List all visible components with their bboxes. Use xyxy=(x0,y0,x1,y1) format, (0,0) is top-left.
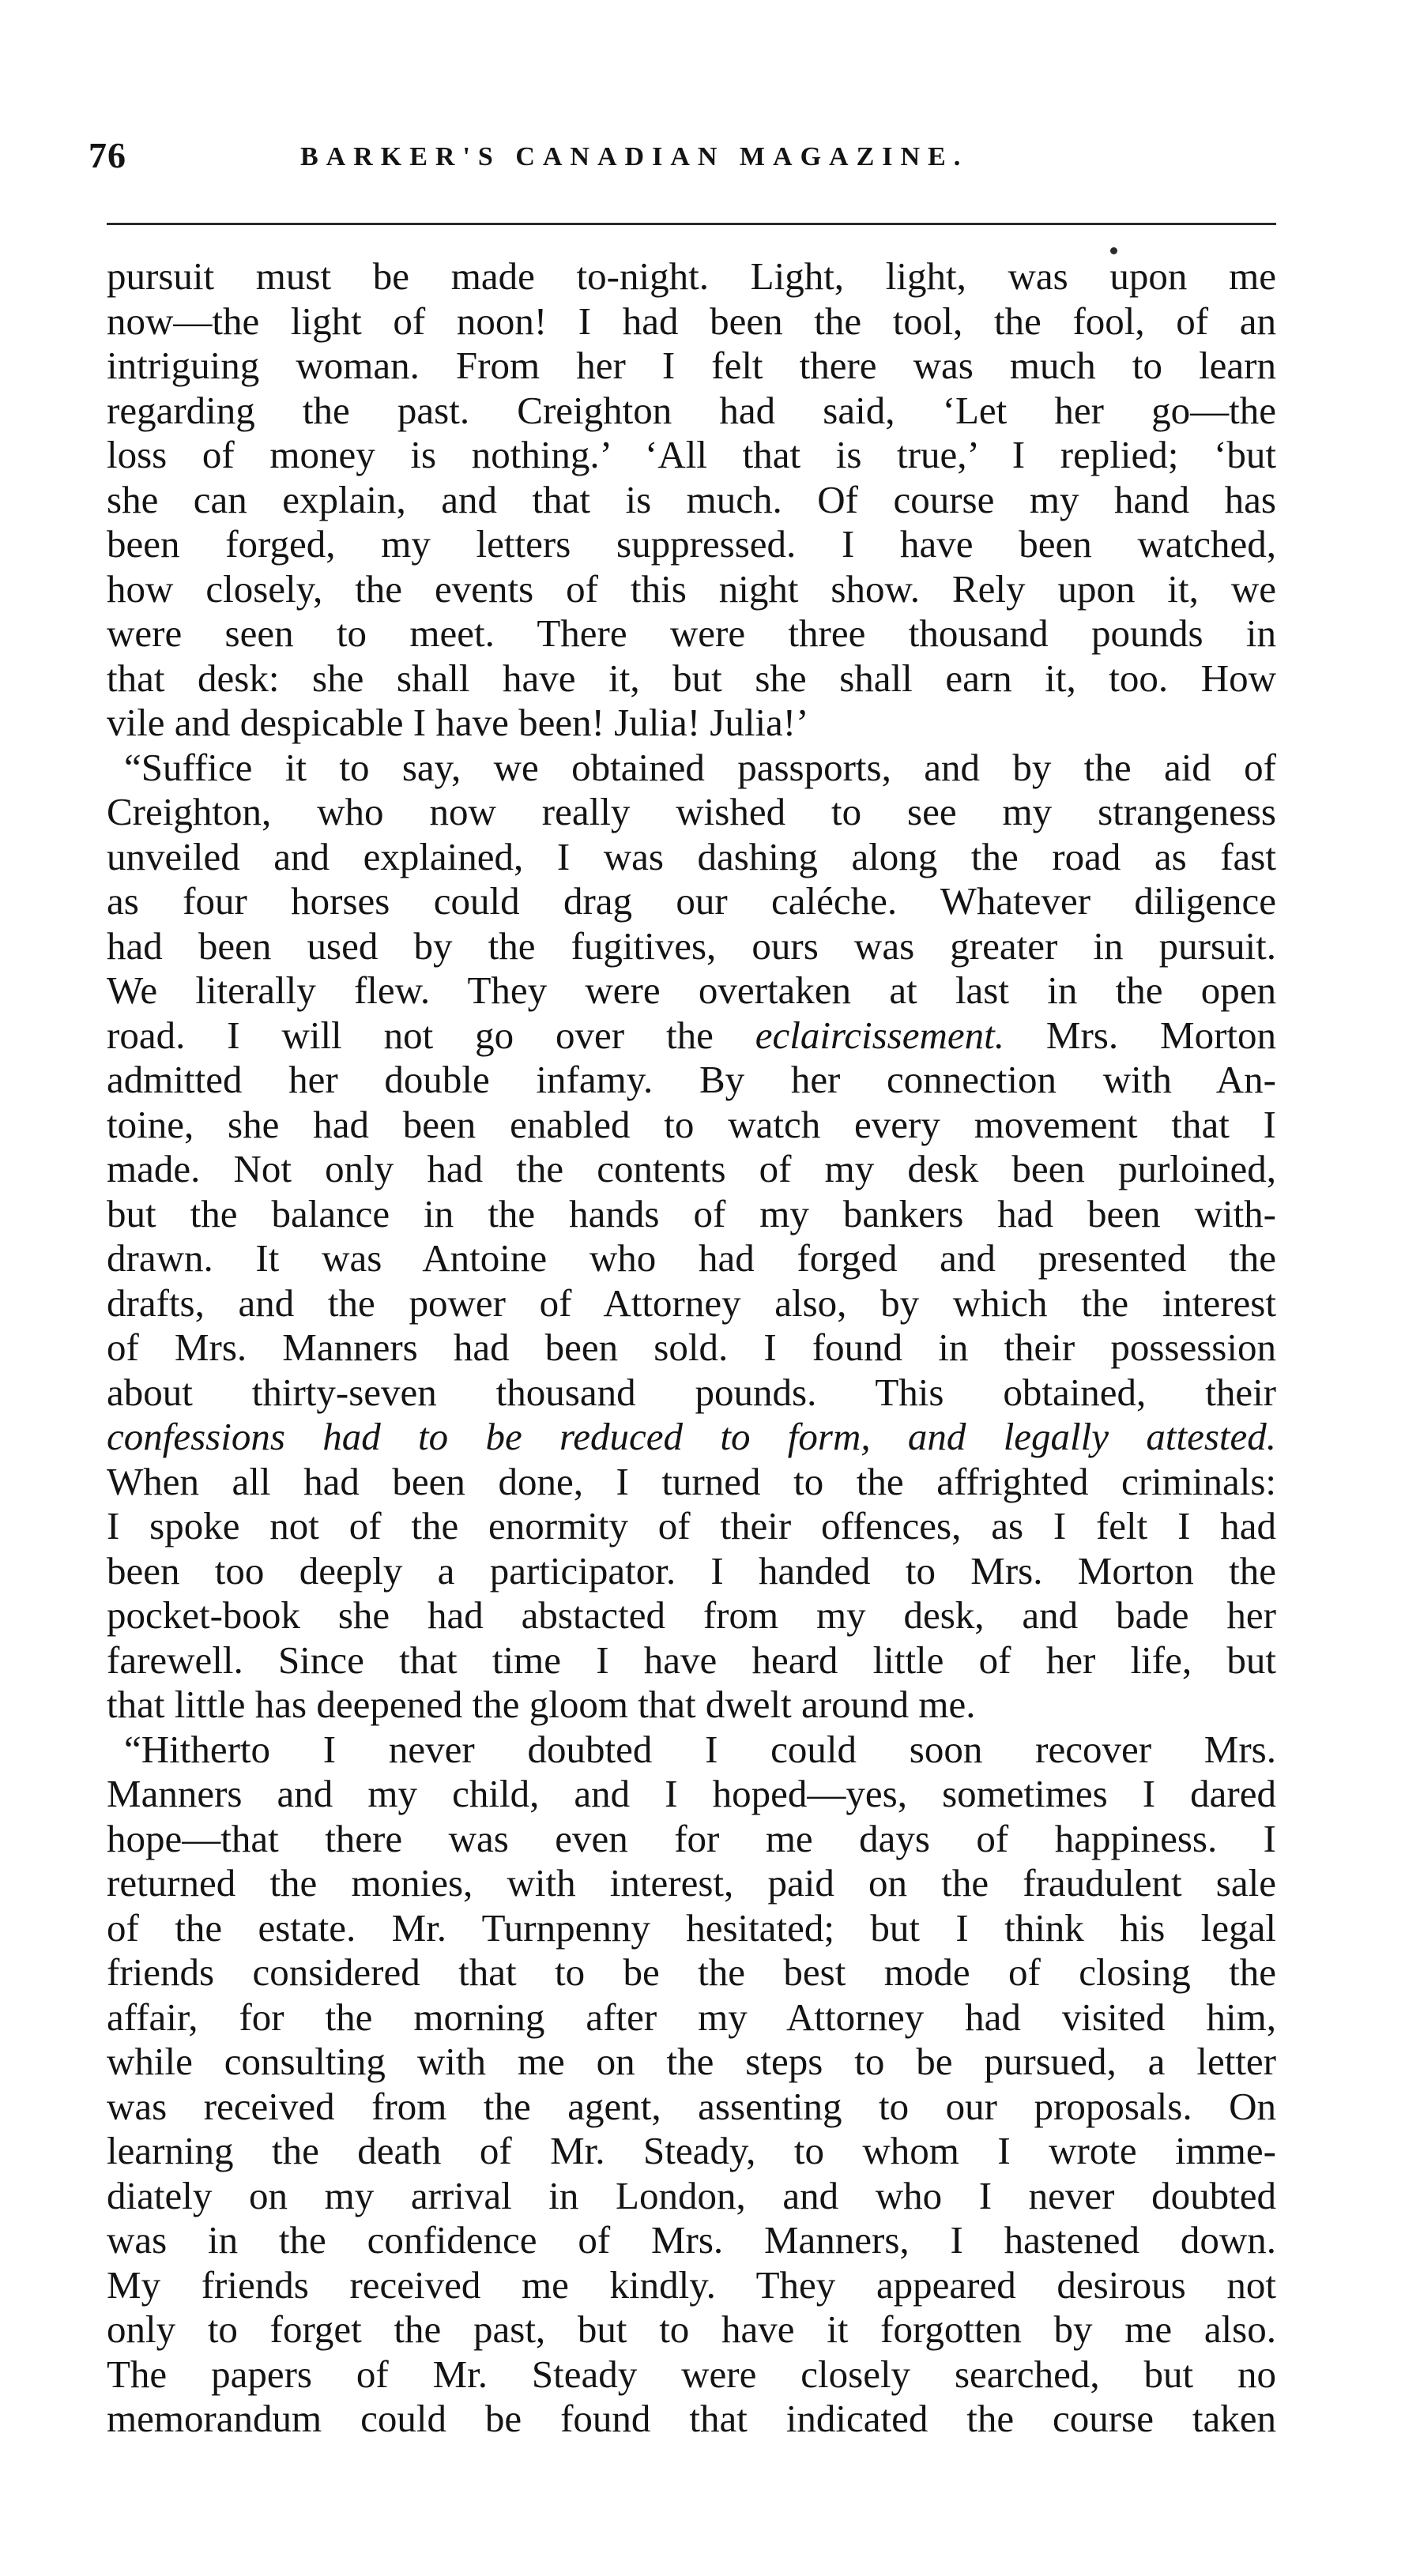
text-line: she can explain, and that is much. Of course my hand has xyxy=(107,477,1276,521)
text-line: as four horses could drag our caléche. Whatever diligence xyxy=(107,879,1276,923)
text-line: The papers of Mr. Steady were closely searched, but no xyxy=(107,2352,1276,2396)
text-line: intriguing woman. From her I felt there was much to learn xyxy=(107,344,1276,387)
text-line: that little has deepened the gloom that dwelt around me. xyxy=(107,1683,976,1726)
text-line: learning the death of Mr. Steady, to whom I wrote imme- xyxy=(107,2129,1276,2172)
text-line: drawn. It was Antoine who had forged and presented the xyxy=(107,1236,1276,1280)
text-line: now—the light of noon! I had been the tool, the fool, of an xyxy=(107,299,1276,343)
text-line: been forged, my letters suppressed. I have been watched, xyxy=(107,522,1276,566)
text-line: diately on my arrival in London, and who I never doubted xyxy=(107,2173,1276,2217)
text-line: about thirty-seven thousand pounds. This obtained, their xyxy=(107,1370,1276,1414)
text-line: Manners and my child, and I hoped—yes, sometimes I dared xyxy=(107,1772,1276,1815)
text-line-italic xyxy=(107,1415,1276,1460)
text-line: farewell. Since that time I have heard little of her life, but xyxy=(107,1638,1276,1682)
text-line: of the estate. Mr. Turnpenny hesitated; but I think his legal xyxy=(107,1905,1276,1950)
text-line: memorandum could be found that indicated the course taken xyxy=(107,2397,1276,2440)
text-line: unveiled and explained, I was dashing along the road as fast xyxy=(107,834,1276,878)
text-line: made. Not only had the contents of my desk been purloined, xyxy=(107,1147,1276,1190)
italic-term: eclaircissement. xyxy=(755,1013,1004,1057)
text-line: pocket-book she had abstacted from my desk, and bade her xyxy=(107,1593,1276,1637)
text-line: only to forget the past, but to have it forgotten by me also. xyxy=(107,2307,1276,2351)
text-line: I spoke not of the enormity of their offences, as I felt I had xyxy=(107,1504,1276,1547)
text-line: admitted her double infamy. By her connection with An- xyxy=(107,1058,1276,1101)
text-line-mixed xyxy=(107,1013,1276,1059)
text-line: had been used by the fugitives, ours was greater in pursuit. xyxy=(107,923,1276,968)
page-header xyxy=(89,134,1274,205)
text-line: loss of money is nothing.’ ‘All that is true,’ I replied; ‘but xyxy=(107,433,1276,476)
text-line: “Hitherto I never doubted I could soon recover Mrs. xyxy=(124,1727,1276,1771)
text-line: how closely, the events of this night show. Rely upon it, we xyxy=(107,566,1276,611)
text-line: My friends received me kindly. They appeared desirous not xyxy=(107,2262,1276,2307)
italic-line: confessions had to be reduced to form, and legally attested. xyxy=(107,1415,1276,1458)
text-line: drafts, and the power of Attorney also, by which the interest xyxy=(107,1280,1276,1325)
text-line: When all had been done, I turned to the affrighted criminals: xyxy=(107,1459,1276,1503)
text-segment: road. I will not go over the xyxy=(107,1013,714,1057)
text-line: regarding the past. Creighton had said, ‘Let her go—the xyxy=(107,388,1276,432)
text-line: affair, for the morning after my Attorney had visited him, xyxy=(107,1995,1276,2039)
text-line: toine, she had been enabled to watch every movement that I xyxy=(107,1102,1276,1146)
ornament-dot xyxy=(1110,247,1117,254)
text-line: that desk: she shall have it, but she shall earn it, too. How xyxy=(107,656,1276,700)
text-line: but the balance in the hands of my bankers had been with- xyxy=(107,1191,1276,1235)
text-line: was in the confidence of Mrs. Manners, I hastened down. xyxy=(107,2218,1276,2262)
running-title: BARKER'S CANADIAN MAGAZINE. xyxy=(300,142,969,171)
header-rule xyxy=(107,223,1276,225)
text-line: were seen to meet. There were three thousand pounds in xyxy=(107,611,1276,655)
text-line: friends considered that to be the best mode of closing the xyxy=(107,1950,1276,1994)
text-line: Creighton, who now really wished to see my strangeness xyxy=(107,790,1276,833)
text-line: of Mrs. Manners had been sold. I found in their possession xyxy=(107,1326,1276,1369)
text-line: while consulting with me on the steps to be pursued, a letter xyxy=(107,2040,1276,2083)
text-line: hope—that there was even for me days of happiness. I xyxy=(107,1816,1276,1860)
body-text xyxy=(107,254,1276,2442)
text-line: vile and despicable I have been! Julia! Julia!’ xyxy=(107,701,809,744)
text-segment: Mrs. Morton xyxy=(1045,1013,1277,1057)
text-line: pursuit must be made to-night. Light, light, was upon me xyxy=(107,254,1276,298)
text-line: was received from the agent, assenting to our proposals. On xyxy=(107,2084,1276,2128)
text-line: returned the monies, with interest, paid on the fraudulent sale xyxy=(107,1861,1276,1905)
page-number: 76 xyxy=(89,135,126,175)
text-line: We literally flew. They were overtaken at last in the open xyxy=(107,968,1276,1012)
text-line: “Suffice it to say, we obtained passports, and by the aid of xyxy=(124,745,1276,789)
text-line: been too deeply a participator. I handed to Mrs. Morton the xyxy=(107,1548,1276,1593)
